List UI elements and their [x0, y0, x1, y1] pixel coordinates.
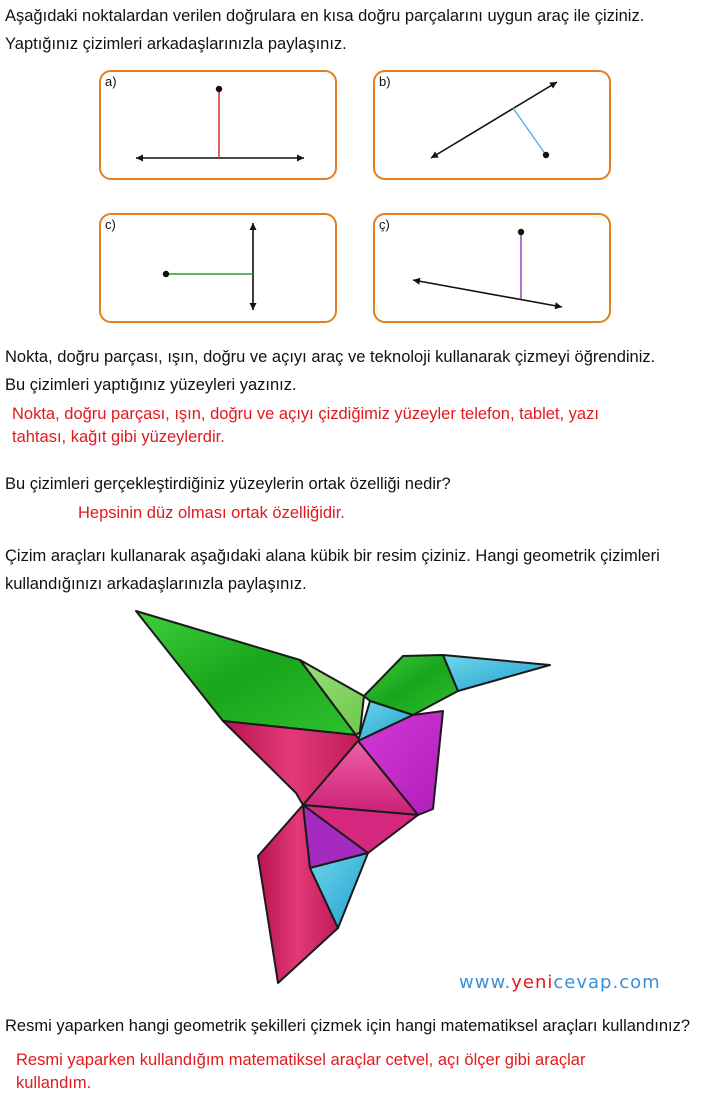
question-1-line-2: Bu çizimleri yaptığınız yüzeyleri yazınız.: [5, 376, 297, 394]
box-label-b: b): [379, 74, 391, 89]
answer-2: Hepsinin düz olması ortak özelliğidir.: [78, 504, 345, 522]
drawing-box-c: [99, 213, 337, 323]
watermark-part-4: .com: [612, 972, 661, 993]
watermark-part-2: yeni: [511, 972, 554, 993]
cubist-hummingbird-drawing: [128, 603, 558, 988]
intro-line-1: Aşağıdaki noktalardan verilen doğrulara en kısa doğru parçalarını uygun araç ile çiziniz.: [5, 7, 645, 25]
watermark-part-1: www.: [459, 972, 512, 993]
drawing-box-a: [99, 70, 337, 180]
answer-4-line-1: Resmi yaparken kullandığım matematiksel araçlar cetvel, açı ölçer gibi araçlar: [16, 1051, 586, 1069]
drawing-box-b: [373, 70, 611, 180]
answer-1-line-2: tahtası, kağıt gibi yüzeylerdir.: [12, 428, 225, 446]
question-1-line-1: Nokta, doğru parçası, ışın, doğru ve açıyı araç ve teknoloji kullanarak çizmeyi öğrendiniz.: [5, 348, 656, 366]
box-label-c-cedilla: ç): [379, 217, 390, 232]
drawing-box-c-cedilla: [373, 213, 611, 323]
watermark: [459, 972, 661, 993]
drawing-b: [375, 72, 613, 182]
question-4: Resmi yaparken hangi geometrik şekilleri çizmek için hangi matematiksel araçları kullandınız?: [5, 1017, 691, 1035]
answer-1-line-1: Nokta, doğru parçası, ışın, doğru ve açıyı çizdiğimiz yüzeyler telefon, tablet, yazı: [12, 405, 599, 423]
question-3-line-2: kullandığınızı arkadaşlarınızla paylaşınız.: [5, 575, 307, 593]
question-2: Bu çizimleri gerçekleştirdiğiniz yüzeylerin ortak özelliği nedir?: [5, 475, 451, 493]
watermark-part-3: cevap: [553, 972, 613, 993]
intro-line-2: Yaptığınız çizimleri arkadaşlarınızla paylaşınız.: [5, 35, 347, 53]
drawing-a: [101, 72, 339, 182]
drawing-c: [101, 215, 339, 325]
answer-4-line-2: kullandım.: [16, 1074, 92, 1092]
box-label-c: c): [105, 217, 116, 232]
box-label-a: a): [105, 74, 117, 89]
question-3-line-1: Çizim araçları kullanarak aşağıdaki alana kübik bir resim çiziniz. Hangi geometrik çizimleri: [5, 547, 660, 565]
drawing-c-cedilla: [375, 215, 613, 325]
